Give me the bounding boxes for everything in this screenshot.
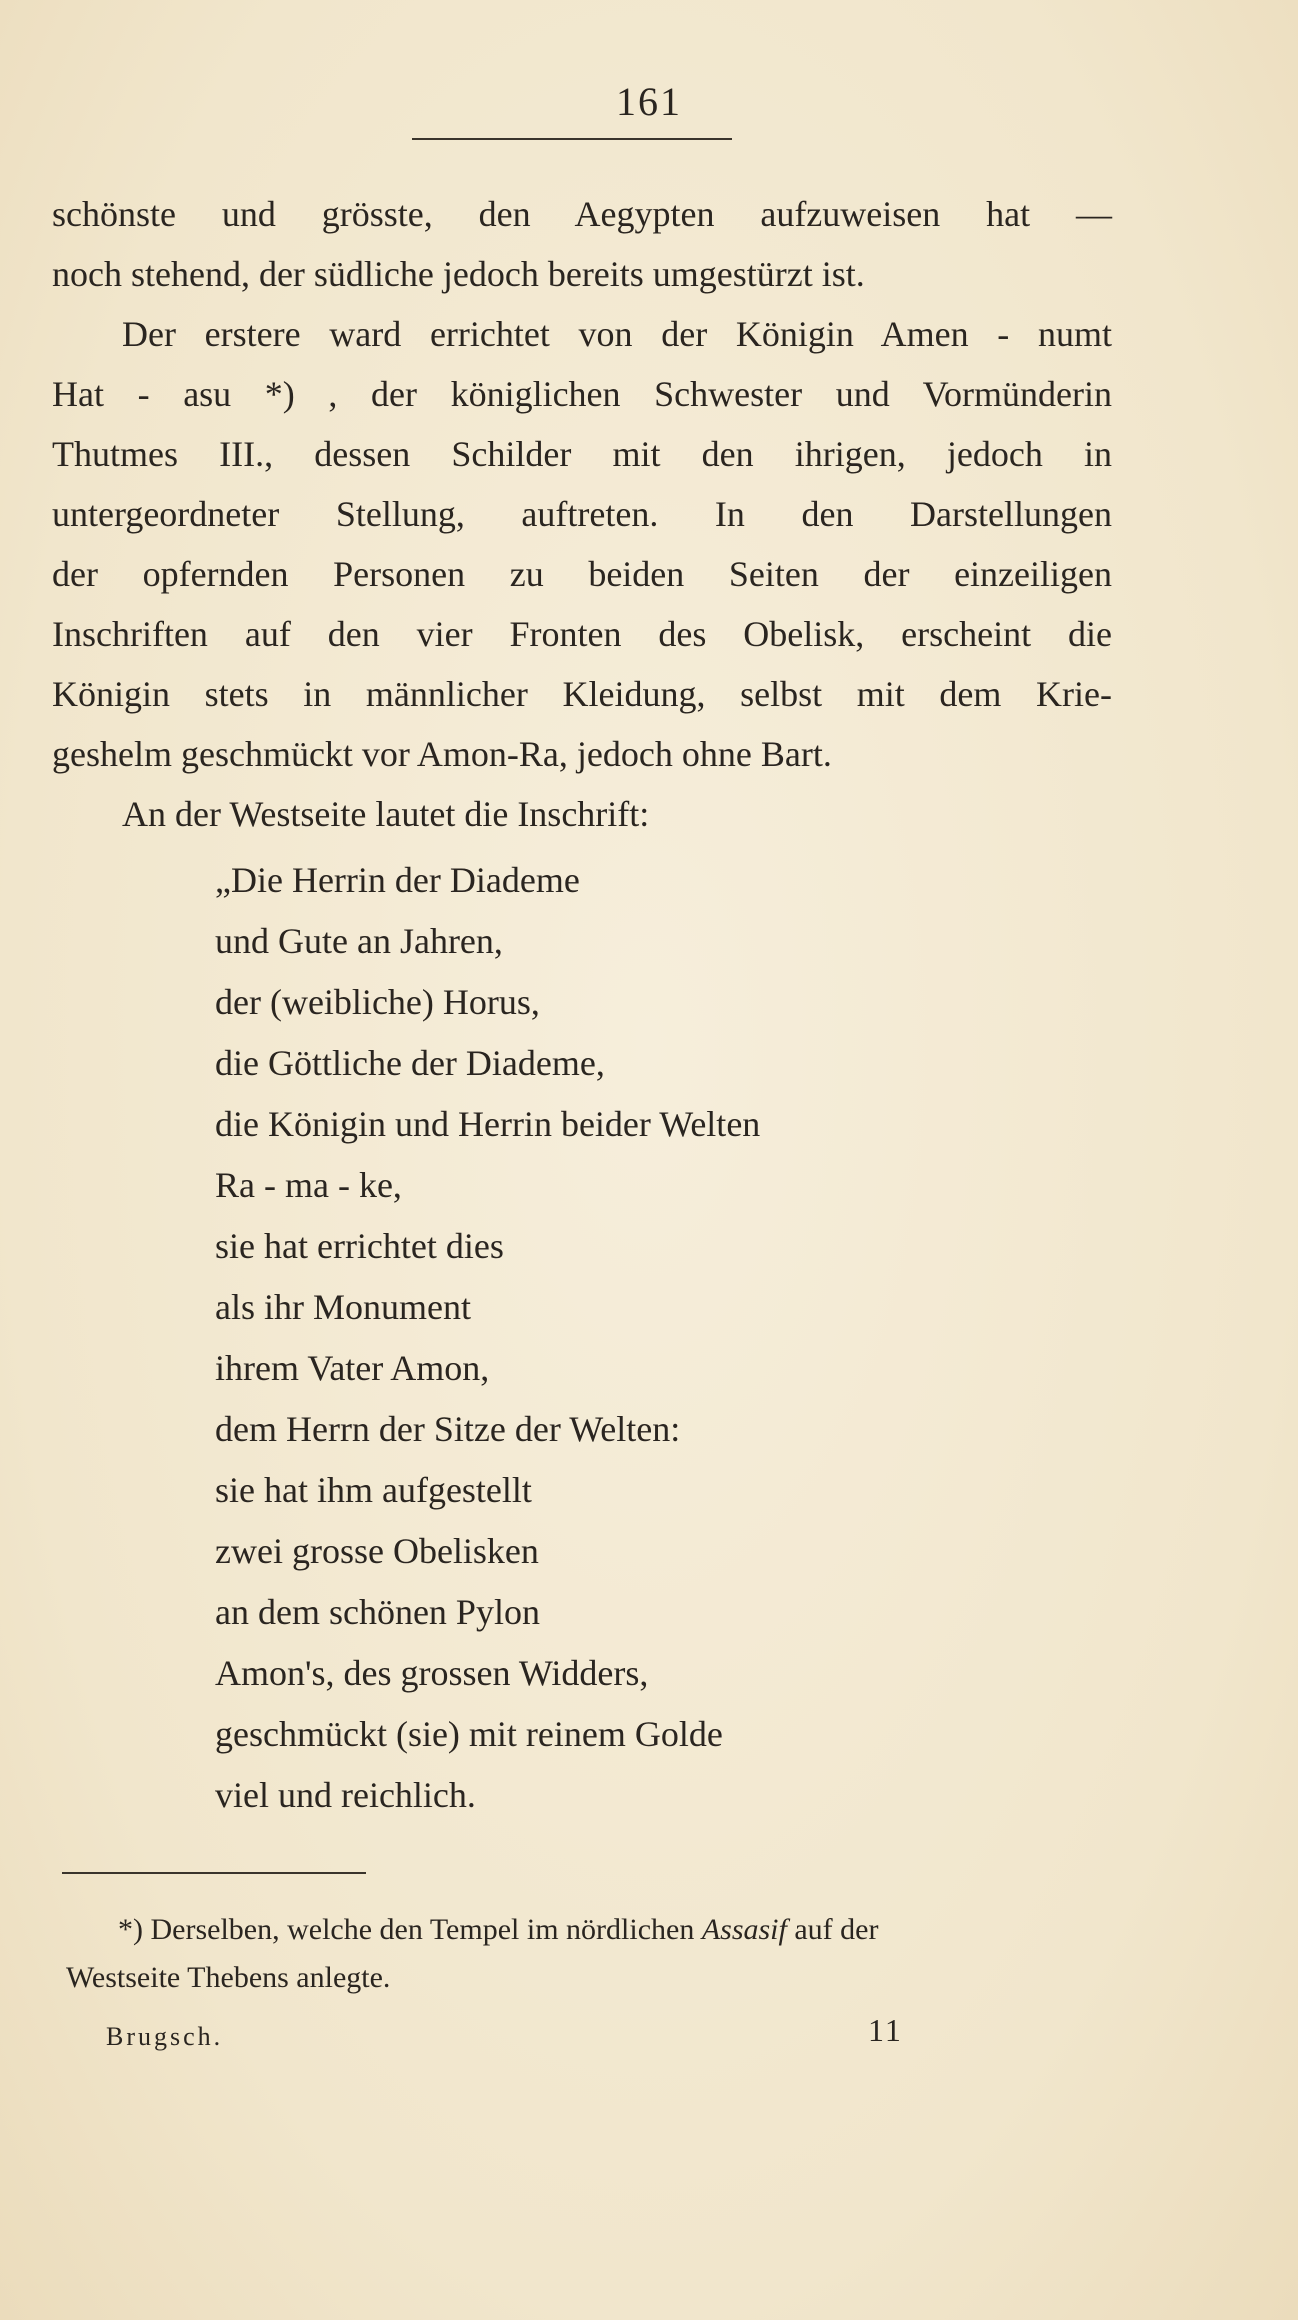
body-line: Der erstere ward errichtet von der Königin Amen - numt (122, 314, 1112, 354)
verse-line: ihrem Vater Amon, (215, 1348, 490, 1388)
verse-line: zwei grosse Obelisken (215, 1531, 539, 1571)
body-line: schönste und grösste, den Aegypten aufzuweisen hat — (52, 194, 1112, 234)
verse-line: „Die Herrin der Diademe (215, 860, 580, 900)
verse-line: an dem schönen Pylon (215, 1592, 540, 1632)
body-line: Königin stets in männlicher Kleidung, selbst mit dem Krie- (52, 674, 1112, 714)
verse-line: die Königin und Herrin beider Welten (215, 1104, 761, 1144)
body-line: geshelm geschmückt vor Amon-Ra, jedoch ohne Bart. (52, 734, 832, 774)
footnote-emphasis: Assasif (701, 1913, 787, 1946)
body-line: Thutmes III., dessen Schilder mit den ihrigen, jedoch in (52, 434, 1112, 474)
inscription-verse (215, 850, 1115, 1826)
body-line: Inschriften auf den vier Fronten des Obelisk, erscheint die (52, 614, 1112, 654)
body-line: An der Westseite lautet die Inschrift: (122, 794, 650, 834)
verse-line: sie hat ihm aufgestellt (215, 1470, 532, 1510)
verse-line: dem Herrn der Sitze der Welten: (215, 1409, 681, 1449)
verse-line: geschmückt (sie) mit reinem Golde (215, 1714, 723, 1754)
footnote-line (66, 1906, 1116, 1954)
verse-line: Amon's, des grossen Widders, (215, 1653, 649, 1693)
verse-line: und Gute an Jahren, (215, 921, 503, 961)
printer-signature: Brugsch. (106, 2022, 224, 2051)
footnote-line: Westseite Thebens anlegte. (66, 1961, 391, 1994)
footnote-text-end: auf der (794, 1913, 879, 1946)
footnote-rule (62, 1872, 366, 1874)
body-line: Hat - asu *) , der königlichen Schwester und Vormünderin (52, 374, 1112, 414)
page-number: 161 (616, 79, 682, 124)
verse-line: viel und reichlich. (215, 1775, 476, 1815)
verse-line: der (weibliche) Horus, (215, 982, 540, 1022)
body-line: noch stehend, der südliche jedoch bereits umgestürzt ist. (52, 254, 865, 294)
footnote (66, 1906, 1116, 2002)
sheet-mark: 11 (868, 2012, 903, 2048)
body-line: untergeordneter Stellung, auftreten. In den Darstellungen (52, 494, 1112, 534)
verse-line: die Göttliche der Diademe, (215, 1043, 605, 1083)
header-rule (412, 138, 732, 140)
verse-line: als ihr Monument (215, 1287, 471, 1327)
body-line: der opfernden Personen zu beiden Seiten der einzeiligen (52, 554, 1112, 594)
verse-line: sie hat errichtet dies (215, 1226, 504, 1266)
body-text (52, 184, 1112, 844)
verse-line: Ra - ma - ke, (215, 1165, 402, 1205)
footnote-text: Derselben, welche den Tempel im nördlichen (150, 1913, 695, 1946)
footnote-marker: *) (118, 1913, 143, 1946)
